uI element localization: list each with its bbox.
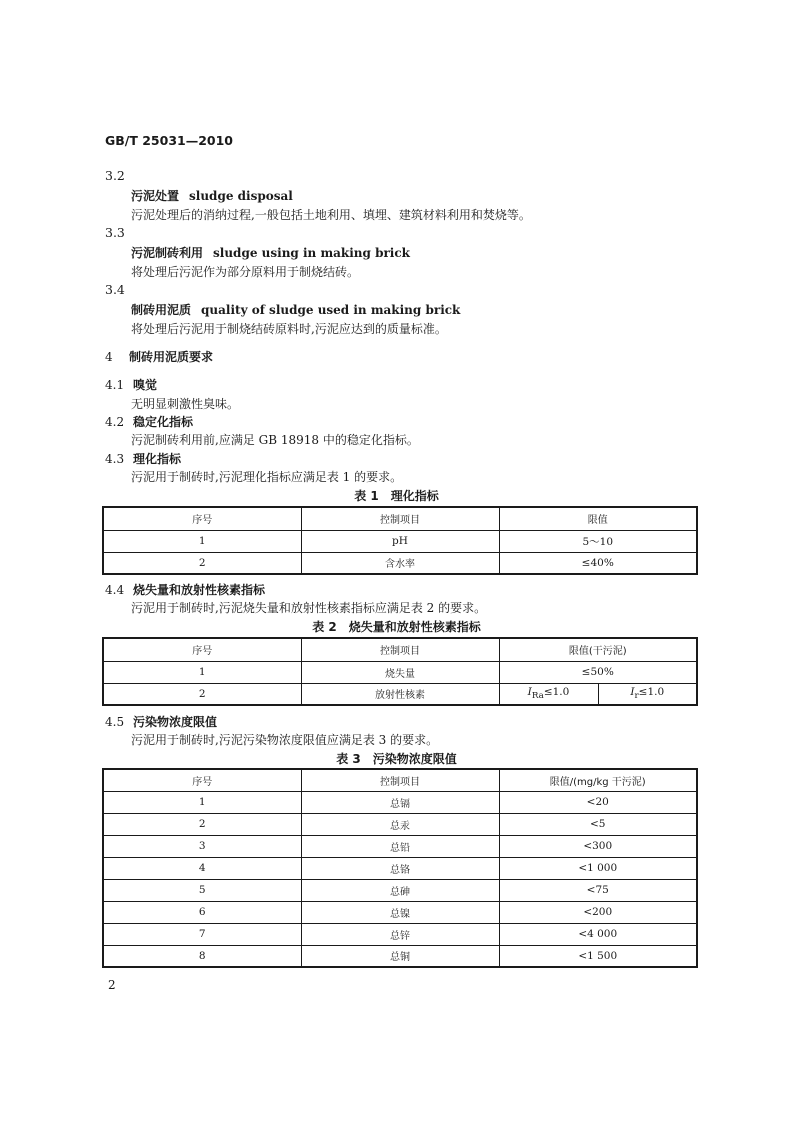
term-cn: 污泥处置 [131, 189, 180, 203]
table-row [103, 683, 697, 705]
table-row [103, 923, 697, 945]
subsection-text: 污泥制砖利用前,应满足 GB 18918 中的稳定化指标。 [131, 433, 419, 447]
table-cell: 总汞 [301, 813, 499, 835]
table-cell: <5 [499, 813, 697, 835]
column-header: 序号 [103, 507, 301, 530]
table-row [103, 857, 697, 879]
table-header-row [103, 638, 697, 661]
table-cell: <1 000 [499, 857, 697, 879]
section-number: 4 [105, 350, 113, 364]
subsection-number: 4.1 [105, 378, 125, 392]
table-cell: <300 [499, 835, 697, 857]
table-cell: ≤50% [499, 661, 697, 683]
section-title: 制砖用泥质要求 [129, 350, 214, 364]
term-definition: 将处理后污泥作为部分原料用于制烧结砖。 [131, 265, 360, 279]
term-title [131, 244, 410, 261]
table-row [103, 530, 697, 552]
subsection-title: 烧失量和放射性核素指标 [133, 583, 266, 597]
column-header: 限值/(mg/kg 干污泥) [499, 769, 697, 791]
table-cell: 总锌 [301, 923, 499, 945]
page-number: 2 [108, 978, 116, 992]
table-cell: pH [301, 530, 499, 552]
subsection-heading [105, 376, 157, 393]
term-en: sludge disposal [189, 189, 293, 203]
symbol: I [527, 686, 532, 699]
table-caption: 表 1 理化指标 [354, 489, 439, 503]
term-cn: 制砖用泥质 [131, 303, 192, 317]
table-cell: 含水率 [301, 552, 499, 574]
table-cell: 总镍 [301, 901, 499, 923]
term-number: 3.4 [105, 282, 125, 297]
term-definition: 将处理后污泥用于制烧结砖原料时,污泥应达到的质量标准。 [131, 322, 447, 336]
subsection-heading [105, 581, 265, 598]
table-cell: 总镉 [301, 791, 499, 813]
table-cell [598, 683, 697, 705]
term-title [131, 187, 293, 204]
table-cell: 1 [103, 791, 301, 813]
table-cell: 烧失量 [301, 661, 499, 683]
table-cell: 7 [103, 923, 301, 945]
term-title [131, 301, 460, 318]
limit-value: ≤1.0 [638, 686, 665, 699]
table-row [103, 901, 697, 923]
column-header: 序号 [103, 638, 301, 661]
table-cell: 放射性核素 [301, 683, 499, 705]
subsection-text: 污泥用于制砖时,污泥烧失量和放射性核素指标应满足表 2 的要求。 [131, 601, 487, 615]
table-cell: <1 500 [499, 945, 697, 967]
term-definition: 污泥处理后的消纳过程,一般包括土地利用、填埋、建筑材料利用和焚烧等。 [131, 208, 531, 222]
column-header: 控制项目 [301, 638, 499, 661]
subsection-heading [105, 413, 193, 430]
table-cell: 8 [103, 945, 301, 967]
table-row [103, 835, 697, 857]
subsection-text: 污泥用于制砖时,污泥理化指标应满足表 1 的要求。 [131, 470, 403, 484]
table-cell: 6 [103, 901, 301, 923]
subsection-text: 无明显刺激性臭味。 [131, 397, 240, 411]
subsection-number: 4.4 [105, 583, 125, 597]
subsection-title: 污染物浓度限值 [133, 715, 218, 729]
table-row [103, 879, 697, 901]
subsection-number: 4.5 [105, 715, 125, 729]
table-cell: <75 [499, 879, 697, 901]
table-cell: 总铬 [301, 857, 499, 879]
subsection-number: 4.2 [105, 415, 125, 429]
table-cell: 总铅 [301, 835, 499, 857]
table-cell: 4 [103, 857, 301, 879]
table-loss-radionuclide [102, 637, 698, 706]
table-cell: <4 000 [499, 923, 697, 945]
column-header: 限值 [499, 507, 697, 530]
term-cn: 污泥制砖利用 [131, 246, 204, 260]
table-header-row [103, 769, 697, 791]
table-caption: 表 2 烧失量和放射性核素指标 [312, 620, 481, 634]
subsection-title: 稳定化指标 [133, 415, 194, 429]
section-heading [105, 348, 213, 365]
table-row [103, 813, 697, 835]
subsection-heading [105, 450, 181, 467]
table-cell: 2 [103, 552, 301, 574]
column-header: 序号 [103, 769, 301, 791]
table-cell: <200 [499, 901, 697, 923]
table-cell: ≤40% [499, 552, 697, 574]
column-header: 控制项目 [301, 769, 499, 791]
table-cell: <20 [499, 791, 697, 813]
symbol-subscript: Ra [531, 691, 544, 702]
table-cell: 总砷 [301, 879, 499, 901]
column-header: 控制项目 [301, 507, 499, 530]
limit-value: ≤1.0 [543, 686, 570, 699]
table-pollutant-limits [102, 768, 698, 968]
term-en: quality of sludge used in making brick [201, 303, 461, 317]
table-cell: 1 [103, 530, 301, 552]
table-cell: 5 [103, 879, 301, 901]
symbol: I [630, 686, 635, 699]
subsection-text: 污泥用于制砖时,污泥污染物浓度限值应满足表 3 的要求。 [131, 733, 439, 747]
table-row [103, 791, 697, 813]
term-number: 3.3 [105, 225, 125, 240]
term-en: sludge using in making brick [213, 246, 410, 260]
standard-code: GB/T 25031—2010 [105, 133, 234, 148]
table-cell [499, 683, 598, 705]
table-header-row [103, 507, 697, 530]
table-cell: 2 [103, 813, 301, 835]
subsection-title: 嗅觉 [133, 378, 158, 392]
term-number: 3.2 [105, 168, 125, 183]
column-header: 限值(干污泥) [499, 638, 697, 661]
table-cell: 总铜 [301, 945, 499, 967]
subsection-title: 理化指标 [133, 452, 182, 466]
table-row [103, 661, 697, 683]
table-cell: 2 [103, 683, 301, 705]
table-cell: 3 [103, 835, 301, 857]
table-physicochemical [102, 506, 698, 575]
subsection-number: 4.3 [105, 452, 125, 466]
table-cell: 5～10 [499, 530, 697, 552]
table-cell: 1 [103, 661, 301, 683]
table-row [103, 552, 697, 574]
table-row [103, 945, 697, 967]
subsection-heading [105, 713, 217, 730]
table-caption: 表 3 污染物浓度限值 [336, 752, 457, 766]
symbol-subscript: r [634, 691, 639, 702]
